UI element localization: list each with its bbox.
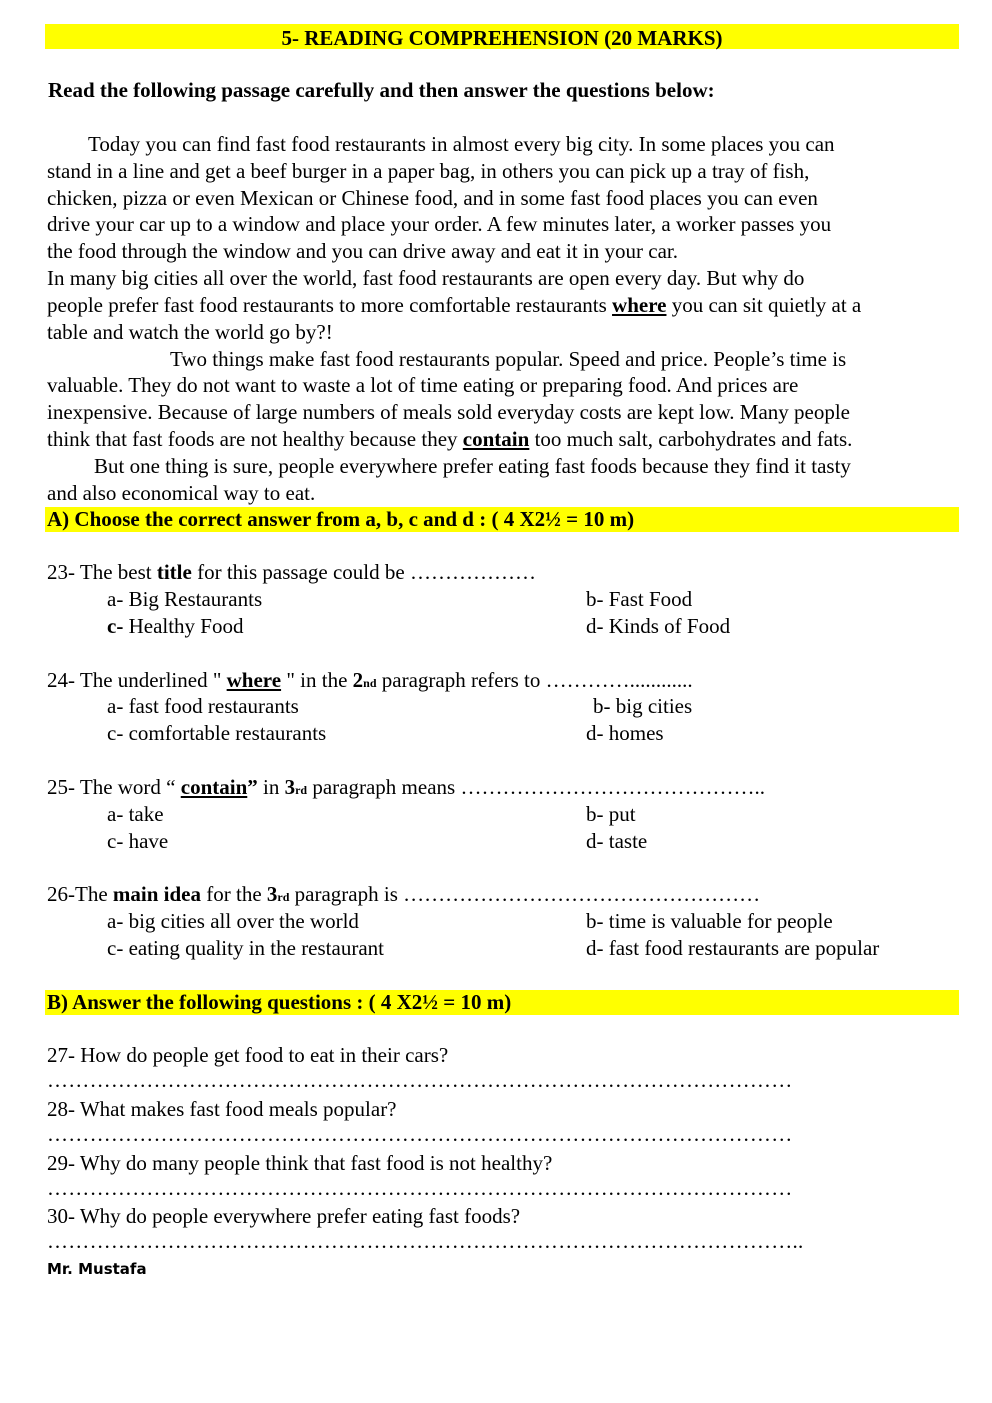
q-text: " in the	[281, 668, 353, 692]
answer-line[interactable]: ……………………………………………………………………………………………	[47, 1122, 793, 1146]
passage-line: But one thing is sure, people everywhere prefer eating fast foods because they find it tasty	[94, 454, 851, 478]
passage-line: Two things make fast food restaurants popular. Speed and price. People’s time is	[170, 347, 847, 371]
question-30: 30- Why do people everywhere prefer eating fast foods?	[47, 1204, 521, 1228]
question-24	[47, 668, 693, 693]
q-text: paragraph means ……………………………………..	[307, 775, 765, 799]
option-c	[107, 614, 243, 639]
option-b: b- big cities	[593, 694, 693, 718]
option-a: a- fast food restaurants	[107, 694, 299, 718]
q-text: 25- The word “	[47, 775, 181, 799]
option-b: b- put	[586, 802, 636, 826]
passage-line: and also economical way to eat.	[47, 481, 316, 505]
passage-line: inexpensive. Because of large numbers of meals sold everyday costs are kept low. Many people	[47, 400, 851, 424]
q-text: for the	[201, 882, 267, 906]
q-ordinal: rd	[295, 783, 308, 797]
q-text: 24- The underlined "	[47, 668, 227, 692]
page-title: 5- READING COMPREHENSION (20 MARKS)	[281, 26, 723, 50]
q-text: paragraph refers to …………............	[376, 668, 693, 692]
question-25	[47, 775, 765, 800]
passage-line: chicken, pizza or even Mexican or Chinese food, and in some fast food places you can even	[47, 186, 818, 210]
q-underlined: where	[226, 668, 282, 692]
passage-line	[47, 426, 852, 453]
option-c: c- have	[107, 829, 169, 853]
q-text: 26-The	[47, 882, 113, 906]
passage-line: valuable. They do not want to waste a lot of time eating or preparing food. And prices are	[47, 373, 799, 397]
underlined-contain: contain	[462, 427, 530, 451]
passage-line: table and watch the world go by?!	[47, 320, 333, 344]
question-29: 29- Why do many people think that fast food is not healthy?	[47, 1151, 553, 1175]
question-23	[47, 560, 536, 585]
passage-line: the food through the window and you can drive away and eat it in your car.	[47, 239, 678, 263]
option-c: c- comfortable restaurants	[107, 721, 327, 745]
q-underlined: contain	[180, 775, 248, 799]
q-bold: title	[156, 560, 192, 584]
author: Mr. Mustafa	[47, 1260, 147, 1278]
q-ordinal: nd	[363, 676, 377, 690]
question-28: 28- What makes fast food meals popular?	[47, 1097, 397, 1121]
passage-text: think that fast foods are not healthy because they	[47, 427, 458, 451]
underlined-where: where	[612, 293, 667, 317]
passage-text: you can sit quietly at a	[671, 293, 862, 317]
option-b: b- Fast Food	[586, 587, 693, 611]
answer-line[interactable]: ……………………………………………………………………………………………	[47, 1068, 793, 1092]
question-27: 27- How do people get food to eat in their cars?	[47, 1043, 449, 1067]
passage-line: Today you can find fast food restaurants in almost every big city. In some places you can	[88, 132, 835, 156]
option-a: a- Big Restaurants	[107, 587, 263, 611]
q-text: 23- The best	[47, 560, 157, 584]
option-letter: c-	[107, 614, 124, 638]
option-a: a- take	[107, 802, 164, 826]
passage-text: people prefer fast food restaurants to more comfortable restaurants	[47, 293, 607, 317]
passage-line: stand in a line and get a beef burger in a paper bag, in others you can pick up a tray of fish,	[47, 159, 810, 183]
option-d: d- homes	[586, 721, 664, 745]
q-text: in	[257, 775, 285, 799]
passage-line: In many big cities all over the world, fast food restaurants are open every day. But why do	[47, 266, 805, 290]
option-a: a- big cities all over the world	[107, 909, 359, 933]
q-ordinal: rd	[277, 890, 290, 904]
q-number: 2	[352, 668, 364, 692]
passage-text: too much salt, carbohydrates and fats.	[534, 427, 853, 451]
q-bold: main idea	[112, 882, 201, 906]
instruction: Read the following passage carefully and then answer the questions below:	[48, 78, 715, 102]
option-d: d- taste	[586, 829, 648, 853]
option-b: b- time is valuable for people	[586, 909, 833, 933]
option-text: Healthy Food	[123, 614, 244, 638]
answer-line[interactable]: ……………………………………………………………………………………………..	[47, 1229, 804, 1253]
q-quote: ”	[247, 775, 258, 799]
passage-line: drive your car up to a window and place your order. A few minutes later, a worker passes you	[47, 212, 832, 236]
answer-line[interactable]: ……………………………………………………………………………………………	[47, 1176, 793, 1200]
option-d: d- fast food restaurants are popular	[586, 936, 880, 960]
q-text: paragraph is ……………………………………………	[289, 882, 761, 906]
option-d: d- Kinds of Food	[586, 614, 731, 638]
passage-line	[47, 292, 861, 319]
q-number: 3	[284, 775, 296, 799]
section-a-heading: A) Choose the correct answer from a, b, c and d : ( 4 X2½ = 10 m)	[47, 507, 635, 531]
option-c: c- eating quality in the restaurant	[107, 936, 384, 960]
q-number: 3	[266, 882, 278, 906]
section-b-heading: B) Answer the following questions : ( 4 X2½ = 10 m)	[47, 990, 512, 1014]
question-26	[47, 882, 760, 907]
q-text: for this passage could be ………………	[191, 560, 536, 584]
